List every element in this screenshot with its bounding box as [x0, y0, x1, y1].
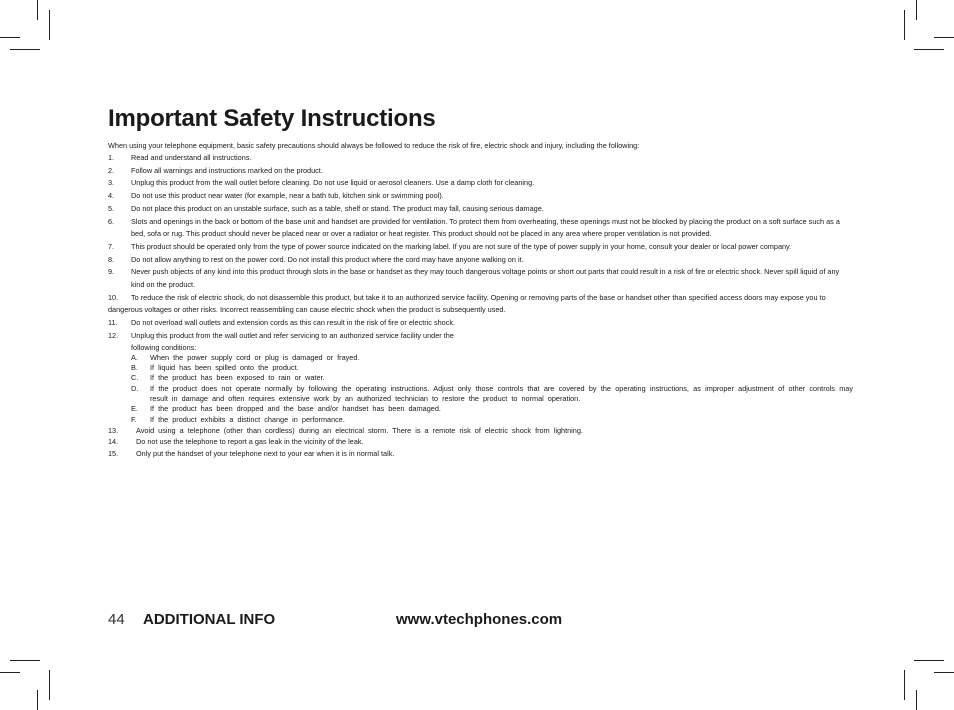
condition-text: If the product exhibits a distinct change in performance.: [150, 414, 345, 424]
item-text: Unplug this product from the wall outlet and refer servicing to an authorized service facility under the: [131, 330, 454, 340]
crop-mark: [934, 672, 954, 673]
item-text: Only put the handset of your telephone next to your ear when it is in normal talk.: [136, 448, 395, 458]
list-item: [108, 165, 853, 178]
condition-letter: D.: [131, 383, 139, 393]
item-text: Unplug this product from the wall outlet before cleaning. Do not use liquid or aerosol cleaners. Use a damp cloth for cleaning.: [131, 178, 535, 188]
item-text: Read and understand all instructions.: [131, 153, 252, 162]
crop-mark: [934, 37, 954, 38]
condition-text: When the power supply cord or plug is damaged or frayed.: [150, 352, 360, 362]
item-number: 4.: [108, 191, 115, 201]
list-item: [108, 292, 853, 317]
crop-mark: [0, 37, 20, 38]
list-item: [108, 177, 853, 190]
list-item: [108, 190, 853, 203]
item-number: 2.: [108, 165, 115, 175]
crop-mark: [49, 10, 50, 40]
item-number: 7.: [108, 241, 115, 251]
list-item: [108, 216, 853, 241]
item-number: 8.: [108, 254, 115, 264]
list-item: [108, 254, 853, 267]
item-number: 6.: [108, 216, 115, 226]
item-text: Follow all warnings and instructions marked on the product.: [131, 165, 323, 175]
condition-letter: E.: [131, 404, 138, 414]
crop-mark: [49, 670, 50, 700]
list-item: [108, 266, 853, 291]
item-text: Do not use the telephone to report a gas leak in the vicinity of the leak.: [136, 437, 364, 447]
list-item: [108, 436, 853, 447]
crop-mark: [10, 660, 40, 661]
item-text: Do not allow anything to rest on the power cord. Do not install this product where the cord may have anyone walking on it.: [131, 254, 524, 264]
crop-mark: [904, 670, 905, 700]
page-title: Important Safety Instructions: [108, 105, 436, 132]
item-number: 3.: [108, 178, 115, 188]
item-number: 9.: [108, 267, 115, 277]
crop-mark: [914, 49, 944, 50]
condition-letter: C.: [131, 373, 139, 383]
crop-mark: [916, 690, 917, 710]
conditions-intro: following conditions:: [131, 342, 197, 352]
item-number: 1.: [108, 153, 115, 162]
list-item: [108, 203, 853, 216]
item-text: Do not use this product near water (for example, near a bath tub, kitchen sink or swimming pool).: [131, 191, 444, 201]
condition-item: [108, 404, 853, 414]
crop-mark: [10, 49, 40, 50]
list-item: [108, 330, 853, 343]
item-text: Do not overload wall outlets and extension cords as this can result in the risk of fire or electric shock.: [131, 318, 456, 328]
item-text: To reduce the risk of electric shock, do not disassemble this product, but take it to an authorized service facility. Opening or removing parts of the base or handset other than specified access doors may expose you to dangerous voltages or other risks. Incorrect reassembling can cause electric shock when the product is subsequently used.: [108, 292, 826, 315]
condition-text: If the product does not operate normally by following the operating instructions. Adjust only those controls that are covered by the operating instructions, as improper adjustment of other controls may result in damage and often requires extensive work by an authorized technician to restore the product to normal operation.: [150, 383, 853, 404]
item-number: 5.: [108, 203, 115, 213]
crop-mark: [904, 10, 905, 40]
condition-text: If the product has been dropped and the base and/or handset has been damaged.: [150, 404, 441, 414]
page-number: 44: [108, 611, 125, 628]
item-text: Avoid using a telephone (other than cordless) during an electrical storm. There is a remote risk of electric shock from lightning.: [136, 425, 583, 435]
item-number: 15.: [108, 448, 119, 458]
website-url: www.vtechphones.com: [396, 611, 563, 628]
crop-mark: [37, 690, 38, 710]
condition-text: If liquid has been spilled onto the product.: [150, 363, 299, 373]
condition-item: [108, 363, 853, 373]
section-label: ADDITIONAL INFO: [143, 611, 276, 628]
item-text: This product should be operated only from the type of power source indicated on the marking label. If you are not sure of the type of power supply in your home, consult your dealer or local power company.: [131, 241, 792, 251]
condition-item: [108, 353, 853, 363]
item-number: 11.: [108, 318, 118, 328]
crop-mark: [914, 660, 944, 661]
condition-letter: F.: [131, 414, 137, 424]
condition-item: [108, 373, 853, 383]
crop-mark: [0, 672, 20, 673]
item-number: 12.: [108, 330, 119, 340]
list-item: [108, 317, 853, 330]
condition-item: [108, 384, 853, 405]
list-item: [108, 241, 853, 254]
intro-text: When using your telephone equipment, basic safety precautions should always be followed to reduce the risk of fire, electric shock and injury, including the following:: [108, 141, 640, 150]
condition-letter: B.: [131, 363, 138, 373]
item-text: Slots and openings in the back or bottom of the base unit and handset are provided for ventilation. To protect them from overheating, these openings must not be blocked by placing the product on a soft surface such as a bed, sofa or rug. This product should never be placed near or over a radiator or heat register. This product should not be placed in any area where proper ventilation is not provided.: [131, 216, 840, 239]
list-item: [108, 152, 853, 165]
condition-letter: A.: [131, 352, 138, 362]
safety-list: [108, 152, 853, 459]
list-item: [108, 425, 853, 436]
item-text: Do not place this product on an unstable surface, such as a table, shelf or stand. The product may fall, causing serious damage.: [131, 203, 544, 213]
condition-text: If the product has been exposed to rain or water.: [150, 373, 325, 383]
condition-item: [108, 415, 853, 425]
item-number: 10.: [108, 292, 119, 302]
item-text: Never push objects of any kind into this product through slots in the base or handset as they may touch dangerous voltage points or short out parts that could result in a risk of fire or electric shock. Never spill liquid of any kind on the product.: [131, 267, 840, 290]
crop-mark: [37, 0, 38, 20]
item-number: 14.: [108, 437, 119, 447]
item-number: 13.: [108, 425, 119, 435]
list-item: [108, 448, 853, 459]
crop-mark: [916, 0, 917, 20]
